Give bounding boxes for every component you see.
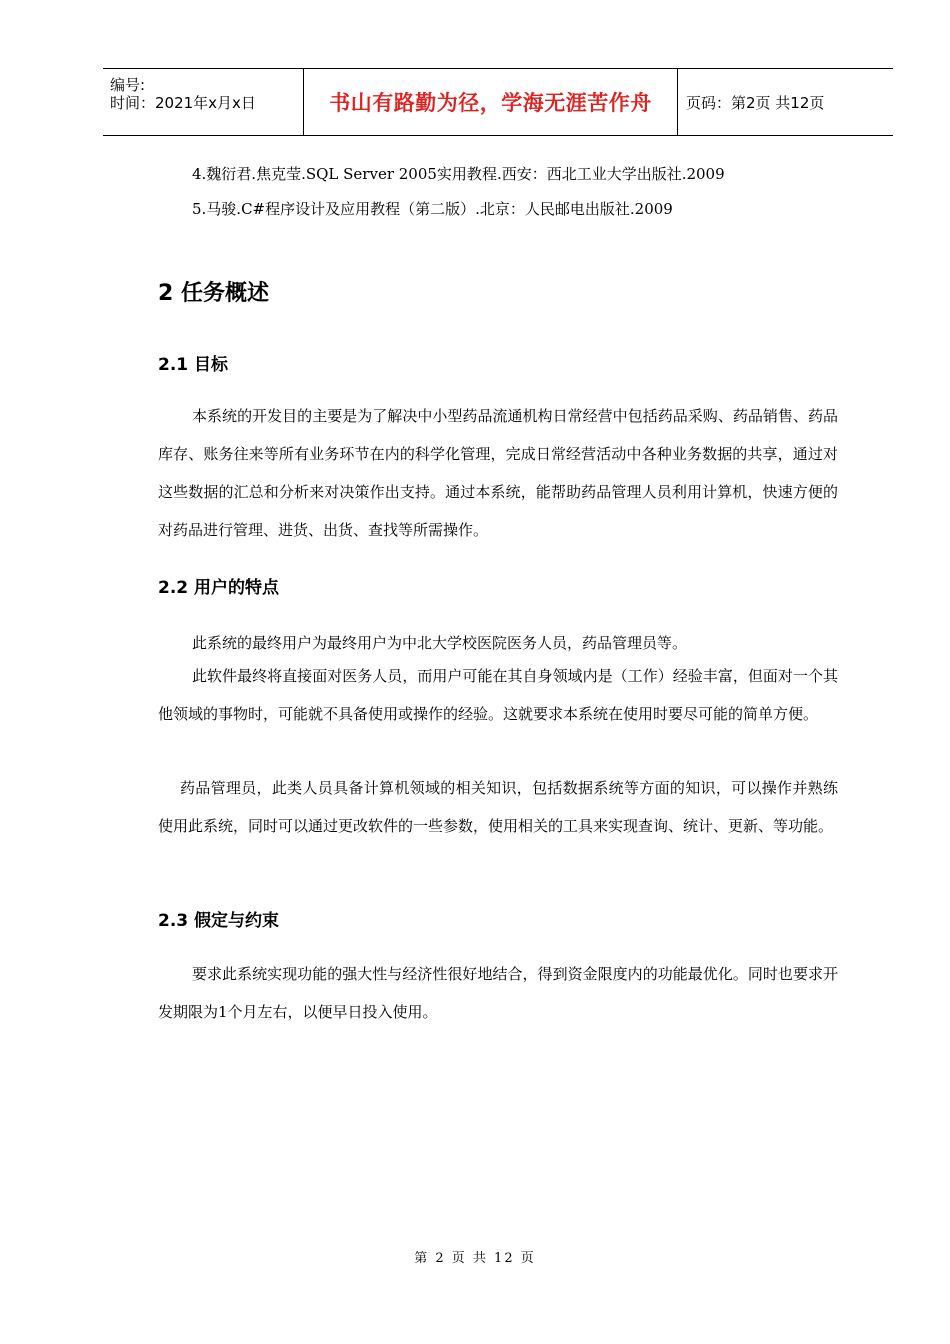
subsection-heading-user-characteristics: 2.2 用户的特点 [158, 578, 280, 598]
document-date-label: 时间：2021年x月x日 [110, 94, 256, 112]
section-heading: 2 任务概述 [158, 281, 269, 306]
header-page-info: 页码：第2页 共12页 [686, 93, 825, 112]
document-code-label: 编号: [110, 76, 146, 94]
reference-item: 5.马骏.C#程序设计及应用教程（第二版）.北京：人民邮电出版社.2009 [192, 200, 673, 218]
user-paragraph-3: 药品管理员，此类人员具备计算机领域的相关知识，包括数据系统等方面的知识，可以操作并熟练使用此系统，同时可以通过更改软件的一些参数，使用相关的工具来实现查询、统计、更新、等功能。 [158, 779, 838, 835]
user-paragraph-1: 此系统的最终用户为最终用户为中北大学校医院医务人员，药品管理员等。 [192, 634, 688, 652]
page-header [103, 68, 893, 136]
goal-paragraph: 本系统的开发目的主要是为了解决中小型药品流通机构日常经营中包括药品采购、药品销售、药品库存、账务往来等所有业务环节在内的科学化管理，完成日常经营活动中各种业务数据的共享，通过对这些数据的汇总和分析来对决策作出支持。通过本系统，能帮助药品管理人员利用计算机，快速方便的对药品进行管理、进货、出货、查找等所需操作。 [158, 407, 838, 539]
assumptions-paragraph: 要求此系统实现功能的强大性与经济性很好地结合，得到资金限度内的功能最优化。同时也要求开发期限为1个月左右，以便早日投入使用。 [158, 965, 838, 1021]
page-footer: 第 2 页 共 12 页 [414, 1251, 536, 1266]
user-paragraph-2: 此软件最终将直接面对医务人员，而用户可能在其自身领域内是（工作）经验丰富，但面对一个其他领域的事物时，可能就不具备使用或操作的经验。这就要求本系统在使用时要尽可能的简单方便。 [158, 667, 838, 723]
header-info-cell [103, 69, 303, 135]
header-motto: 书山有路勤为径，学海无涯苦作舟 [329, 91, 652, 115]
subsection-heading-assumptions: 2.3 假定与约束 [158, 911, 280, 931]
subsection-heading-goal: 2.1 目标 [158, 355, 229, 375]
reference-item: 4.魏衍君.焦克莹.SQL Server 2005实用教程.西安：西北工业大学出版社.2009 [192, 165, 725, 183]
